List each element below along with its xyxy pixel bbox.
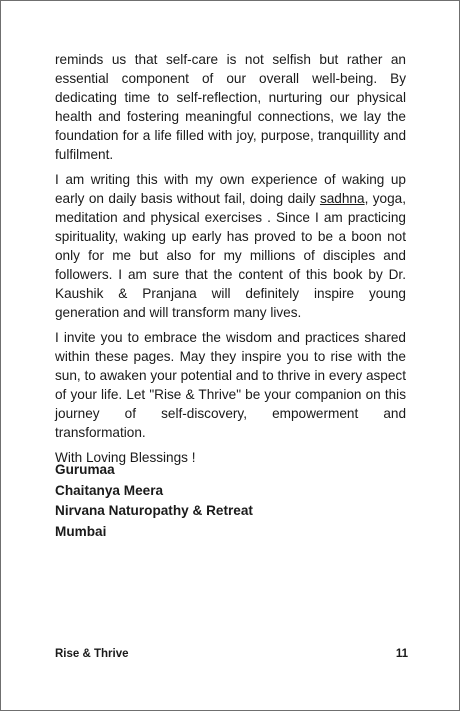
- signature-organization: Nirvana Naturopathy & Retreat: [55, 503, 253, 518]
- paragraph-2-end: , yoga, meditation and physical exercises . Since I am practicing spirituality, waking up early has proved to be a boon not only for me but also for my millions of disciples and followers. I am sure that the content of this book by Dr. Kaushik & Pranjana will definitely inspire young generation and will transform many lives.: [55, 191, 406, 320]
- paragraph-1: reminds us that self-care is not selfish but rather an essential component of our overall well-being. By dedicating time to self-reflection, nurturing our physical health and fostering meaningful connections, we lay the foundation for a life filled with joy, purpose, tranquillity and fulfilment.: [55, 52, 406, 162]
- signature-block: [55, 460, 406, 542]
- body-text: [55, 50, 406, 467]
- paragraph-2: [55, 170, 406, 322]
- signature-title: Chaitanya Meera: [55, 482, 164, 498]
- closing-line: With Loving Blessings !: [55, 450, 196, 465]
- page-number: 11: [395, 648, 408, 660]
- paragraph-2-start: I am writing this with my own experience of waking up early on daily basis without fail, doing daily: [55, 172, 406, 206]
- page-footer: [55, 648, 408, 660]
- sadhna-link[interactable]: sadhna: [319, 191, 365, 206]
- signature-name: Gurumaa: [55, 462, 115, 477]
- signature-location: Mumbai: [55, 523, 107, 539]
- footer-book-title: Rise & Thrive: [55, 648, 129, 660]
- paragraph-3: I invite you to embrace the wisdom and practices shared within these pages. May they inspire you to rise with the sun, to awaken your potential and to thrive in every aspect of your life. Let "Rise & Thrive" be your companion on this journey of self-discovery, empowerment and transformation.: [55, 330, 406, 440]
